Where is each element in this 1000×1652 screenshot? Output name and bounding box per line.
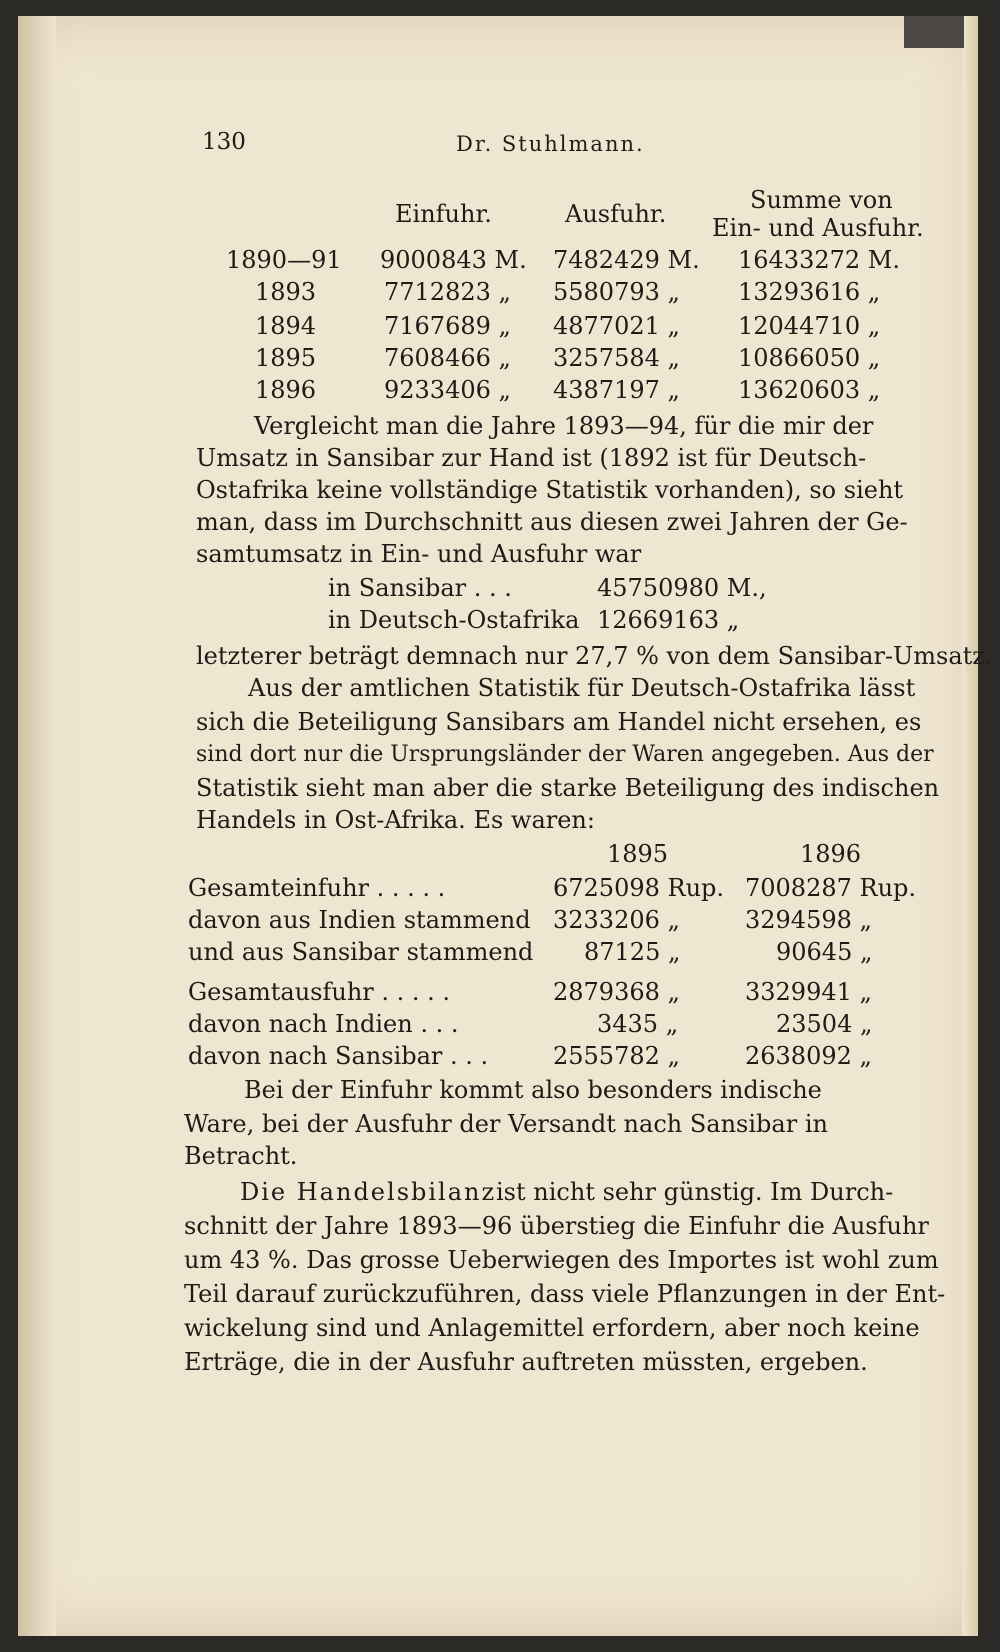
header-ausfuhr: Ausfuhr. [565, 200, 667, 228]
text-line: ist nicht sehr günstig. Im Durch- [496, 1178, 894, 1206]
row-label: Gesamteinfuhr . . . . . [188, 874, 446, 902]
binding-gutter [18, 16, 56, 1636]
row-year: 1890—91 [226, 246, 342, 274]
text-line: schnitt der Jahre 1893—96 überstieg die Einfuhr die Ausfuhr [184, 1212, 929, 1240]
comparison-dao-label: in Deutsch-Ostafrika [328, 606, 580, 634]
row-1896: 7008287 Rup. [745, 874, 917, 902]
row-summe: 10866050 „ [738, 344, 881, 372]
row-label: und aus Sansibar stammend [188, 938, 534, 966]
text-line: Ostafrika keine vollständige Statistik vorhanden), so sieht [196, 476, 904, 504]
row-ausfuhr: 4877021 „ [553, 312, 680, 340]
row-1895: 2879368 „ [553, 978, 680, 1006]
page-number: 130 [202, 129, 246, 155]
text-line: samtumsatz in Ein- und Ausfuhr war [196, 540, 642, 568]
text-line: Aus der amtlichen Statistik für Deutsch-Ostafrika lässt [248, 674, 916, 702]
text-line: Ware, bei der Ausfuhr der Versandt nach Sansibar in [184, 1110, 828, 1138]
row-label: Gesamtausfuhr . . . . . [188, 978, 451, 1006]
row-year: 1893 [255, 278, 317, 306]
comparison-sansibar-value: 45750980 M., [597, 574, 767, 602]
row-label: davon nach Sansibar . . . [188, 1042, 489, 1070]
row-summe: 16433272 M. [738, 246, 900, 274]
row-year: 1896 [255, 376, 317, 404]
row-ausfuhr: 7482429 M. [553, 246, 700, 274]
running-title: Dr. Stuhlmann. [456, 132, 645, 156]
row-label: davon nach Indien . . . [188, 1010, 459, 1038]
row-year: 1895 [255, 344, 317, 372]
text-line: um 43 %. Das grosse Ueberwiegen des Importes ist wohl zum [184, 1246, 939, 1274]
row-1895: 87125 „ [584, 938, 681, 966]
scan-corner-mark [904, 16, 964, 48]
row-einfuhr: 7167689 „ [384, 312, 511, 340]
row-ausfuhr: 4387197 „ [553, 376, 680, 404]
row-1896: 2638092 „ [745, 1042, 872, 1070]
row-einfuhr: 7712823 „ [384, 278, 511, 306]
text-line: Statistik sieht man aber die starke Beteiligung des indischen [196, 774, 940, 802]
row-label: davon aus Indien stammend [188, 906, 531, 934]
header-einfuhr: Einfuhr. [395, 200, 492, 228]
row-1895: 3233206 „ [553, 906, 680, 934]
text-line: Vergleicht man die Jahre 1893—94, für die mir der [254, 412, 874, 440]
row-1896: 3294598 „ [745, 906, 872, 934]
header-1896: 1896 [800, 840, 862, 868]
row-summe: 13620603 „ [738, 376, 881, 404]
row-1896: 3329941 „ [745, 978, 872, 1006]
header-1895: 1895 [607, 840, 669, 868]
row-einfuhr: 7608466 „ [384, 344, 511, 372]
row-summe: 13293616 „ [738, 278, 881, 306]
row-1896: 23504 „ [776, 1010, 873, 1038]
text-line: wickelung sind und Anlagemittel erfordern, aber noch keine [184, 1314, 920, 1342]
row-ausfuhr: 3257584 „ [553, 344, 680, 372]
conclusion-line: letzterer beträgt demnach nur 27,7 % von dem Sansibar-Umsatz. [196, 642, 993, 670]
text-line: Umsatz in Sansibar zur Hand ist (1892 ist für Deutsch- [196, 444, 867, 472]
text-line: Teil darauf zurückzuführen, dass viele Pflanzungen in der Ent- [184, 1280, 946, 1308]
row-1895: 3435 „ [597, 1010, 679, 1038]
row-year: 1894 [255, 312, 317, 340]
row-1895: 2555782 „ [553, 1042, 680, 1070]
comparison-dao-value: 12669163 „ [597, 606, 740, 634]
row-einfuhr: 9000843 M. [380, 246, 527, 274]
header-summe-line2: Ein- und Ausfuhr. [712, 214, 924, 242]
text-line: Betracht. [184, 1142, 298, 1170]
text-line: sich die Beteiligung Sansibars am Handel nicht ersehen, es [196, 708, 922, 736]
page-edge [962, 16, 978, 1636]
row-summe: 12044710 „ [738, 312, 881, 340]
text-line: sind dort nur die Ursprungsländer der Waren angegeben. Aus der [196, 742, 934, 767]
text-line: man, dass im Durchschnitt aus diesen zwei Jahren der Ge- [196, 508, 908, 536]
header-summe-line1: Summe von [750, 186, 893, 214]
row-ausfuhr: 5580793 „ [553, 278, 680, 306]
row-1895: 6725098 Rup. [553, 874, 725, 902]
text-line: Bei der Einfuhr kommt also besonders indische [244, 1076, 822, 1104]
comparison-sansibar-label: in Sansibar . . . [328, 574, 512, 602]
row-1896: 90645 „ [776, 938, 873, 966]
row-einfuhr: 9233406 „ [384, 376, 511, 404]
text-line: Erträge, die in der Ausfuhr auftreten müssten, ergeben. [184, 1348, 868, 1376]
text-line: Handels in Ost-Afrika. Es waren: [196, 806, 595, 834]
term-handelsbilanz: Die Handelsbilanz [240, 1178, 497, 1206]
